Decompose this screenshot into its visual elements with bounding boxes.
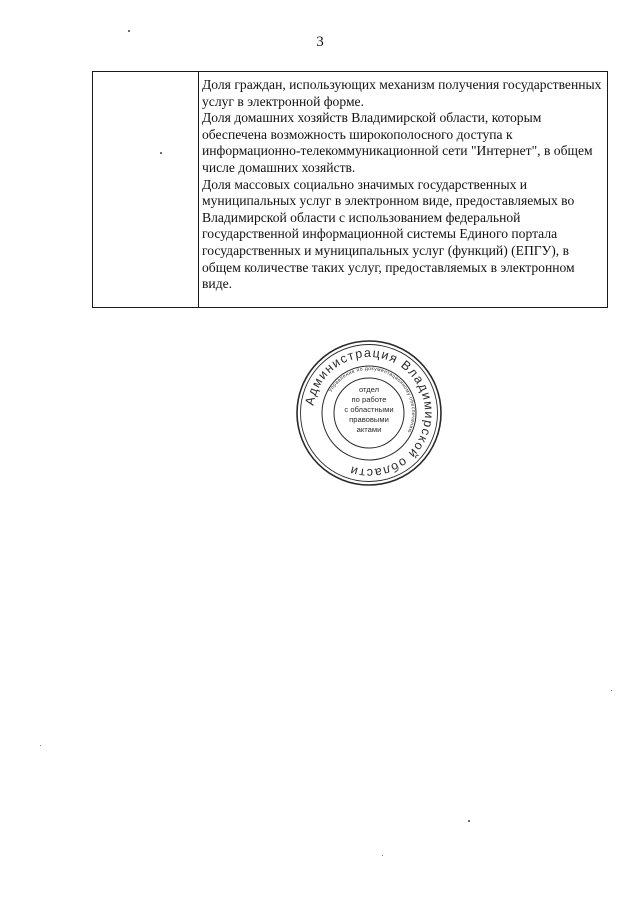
indicator-paragraph: Доля домашних хозяйств Владимирской области, которым обеспечена возможность широкополосного доступа к информационно-телекоммуникационной сети "Интернет", в общем числе домашних хозяйств.: [202, 110, 593, 175]
scan-speck: [40, 745, 41, 746]
seal-center-line: по работе: [351, 395, 387, 404]
page-number: 3: [316, 34, 324, 50]
seal-center-line: правовыми: [349, 415, 389, 424]
seal-outer-text: Администрация Владимирской области: [302, 345, 437, 481]
seal-center-line: с областными: [344, 405, 394, 414]
seal-inner-ring-text: Управление по документационному обеспечению: [327, 365, 417, 434]
seal-center-line: актами: [356, 425, 382, 434]
scan-speck: [468, 820, 470, 822]
scan-speck: [611, 690, 612, 691]
scan-speck: [382, 855, 383, 856]
official-seal: [295, 339, 443, 487]
indicator-paragraph: Доля массовых социально значимых государственных и муниципальных услуг в электронном виде, предоставляемых во Владимирской области с использованием федеральной государственной информационной системы Единого портала государственных и муниципальных услуг (функций) (ЕПГУ), в общем количестве таких услуг, предоставляемых в электронном виде.: [202, 176, 575, 292]
scan-speck: [128, 30, 130, 32]
indicator-paragraph: Доля граждан, использующих механизм получения государственных услуг в электронной форме.: [202, 77, 602, 109]
seal-center-line: отдел: [358, 385, 380, 394]
indicator-table: [92, 71, 608, 308]
seal-center-text: [344, 385, 393, 434]
scan-speck: [160, 152, 162, 154]
table-cell-indicators: [202, 77, 604, 293]
column-divider: [198, 72, 199, 307]
